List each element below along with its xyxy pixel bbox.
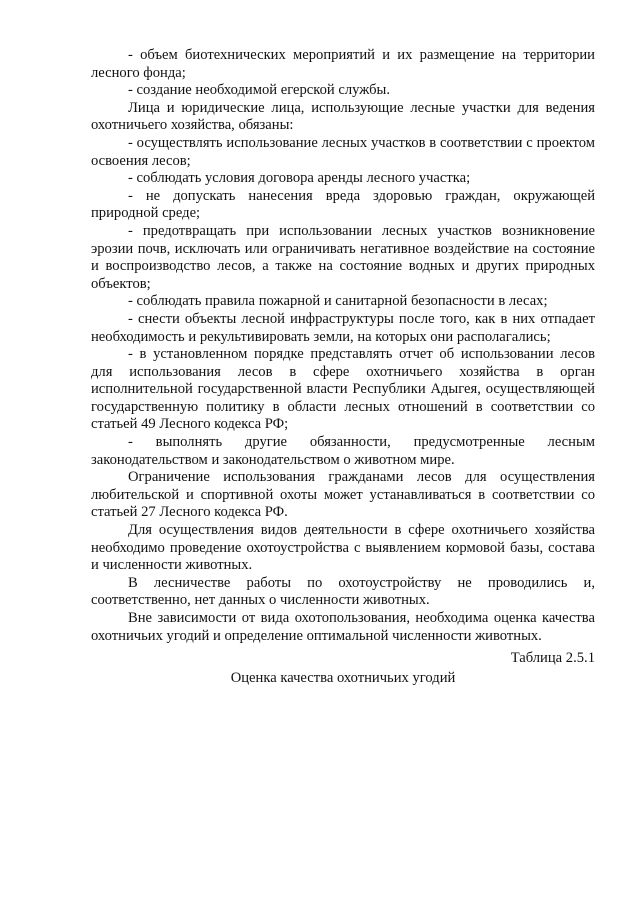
paragraph-15: Вне зависимости от вида охотопользования, необходима оценка качества охотничьих угодий и определение оптимальной численности животных. bbox=[91, 610, 595, 644]
paragraph-13: Для осуществления видов деятельности в сфере охотничьего хозяйства необходимо проведение охотоустройства с выявлением кормовой базы, состава и численности животных. bbox=[91, 522, 595, 574]
paragraph-3: Лица и юридические лица, использующие лесные участки для ведения охотничьего хозяйства, обязаны: bbox=[91, 99, 595, 134]
paragraph-10: - в установленном порядке представлять отчет об использовании лесов для использования лесов в сфере охотничьего хозяйства в орган исполнительной государственной власти Республики Адыгея, осуществляющей государственную политику в области лесных отношений в соответствии со статьей 49 Лесного кодекса РФ; bbox=[91, 346, 595, 433]
paragraph-14: В лесничестве работы по охотоустройству не проводились и, соответственно, нет данных о численности животных. bbox=[91, 574, 595, 609]
paragraph-2: - создание необходимой егерской службы. bbox=[128, 82, 390, 99]
paragraph-1: - объем биотехнических мероприятий и их размещение на территории лесного фонда; bbox=[91, 47, 595, 81]
paragraph-4: - осуществлять использование лесных участков в соответствии с проектом освоения лесов; bbox=[91, 134, 595, 169]
paragraph-11: - выполнять другие обязанности, предусмотренные лесным законодательством и законодательством о животном мире. bbox=[91, 434, 595, 468]
paragraph-12: Ограничение использования гражданами лесов для осуществления любительской и спортивной охоты может устанавливаться в соответствии со статьей 27 Лесного кодекса РФ. bbox=[91, 469, 595, 521]
document-body bbox=[91, 47, 595, 687]
table-title: Оценка качества охотничьих угодий bbox=[230, 669, 456, 686]
paragraph-7: - предотвращать при использовании лесных участков возникновение эрозии почв, исключать или ограничивать негативное воздействие на состояние и воспроизводство лесов, а также на состояние водных и других природных объектов; bbox=[91, 222, 595, 292]
paragraph-6: - не допускать нанесения вреда здоровью граждан, окружающей природной среде; bbox=[91, 187, 595, 222]
paragraph-9: - снести объекты лесной инфраструктуры после того, как в них отпадает необходимость и рекультивировать земли, на которых они располагались; bbox=[91, 310, 595, 345]
paragraph-8: - соблюдать правила пожарной и санитарной безопасности в лесах; bbox=[128, 293, 548, 310]
paragraph-5: - соблюдать условия договора аренды лесного участка; bbox=[128, 170, 471, 187]
table-label: Таблица 2.5.1 bbox=[510, 650, 595, 667]
